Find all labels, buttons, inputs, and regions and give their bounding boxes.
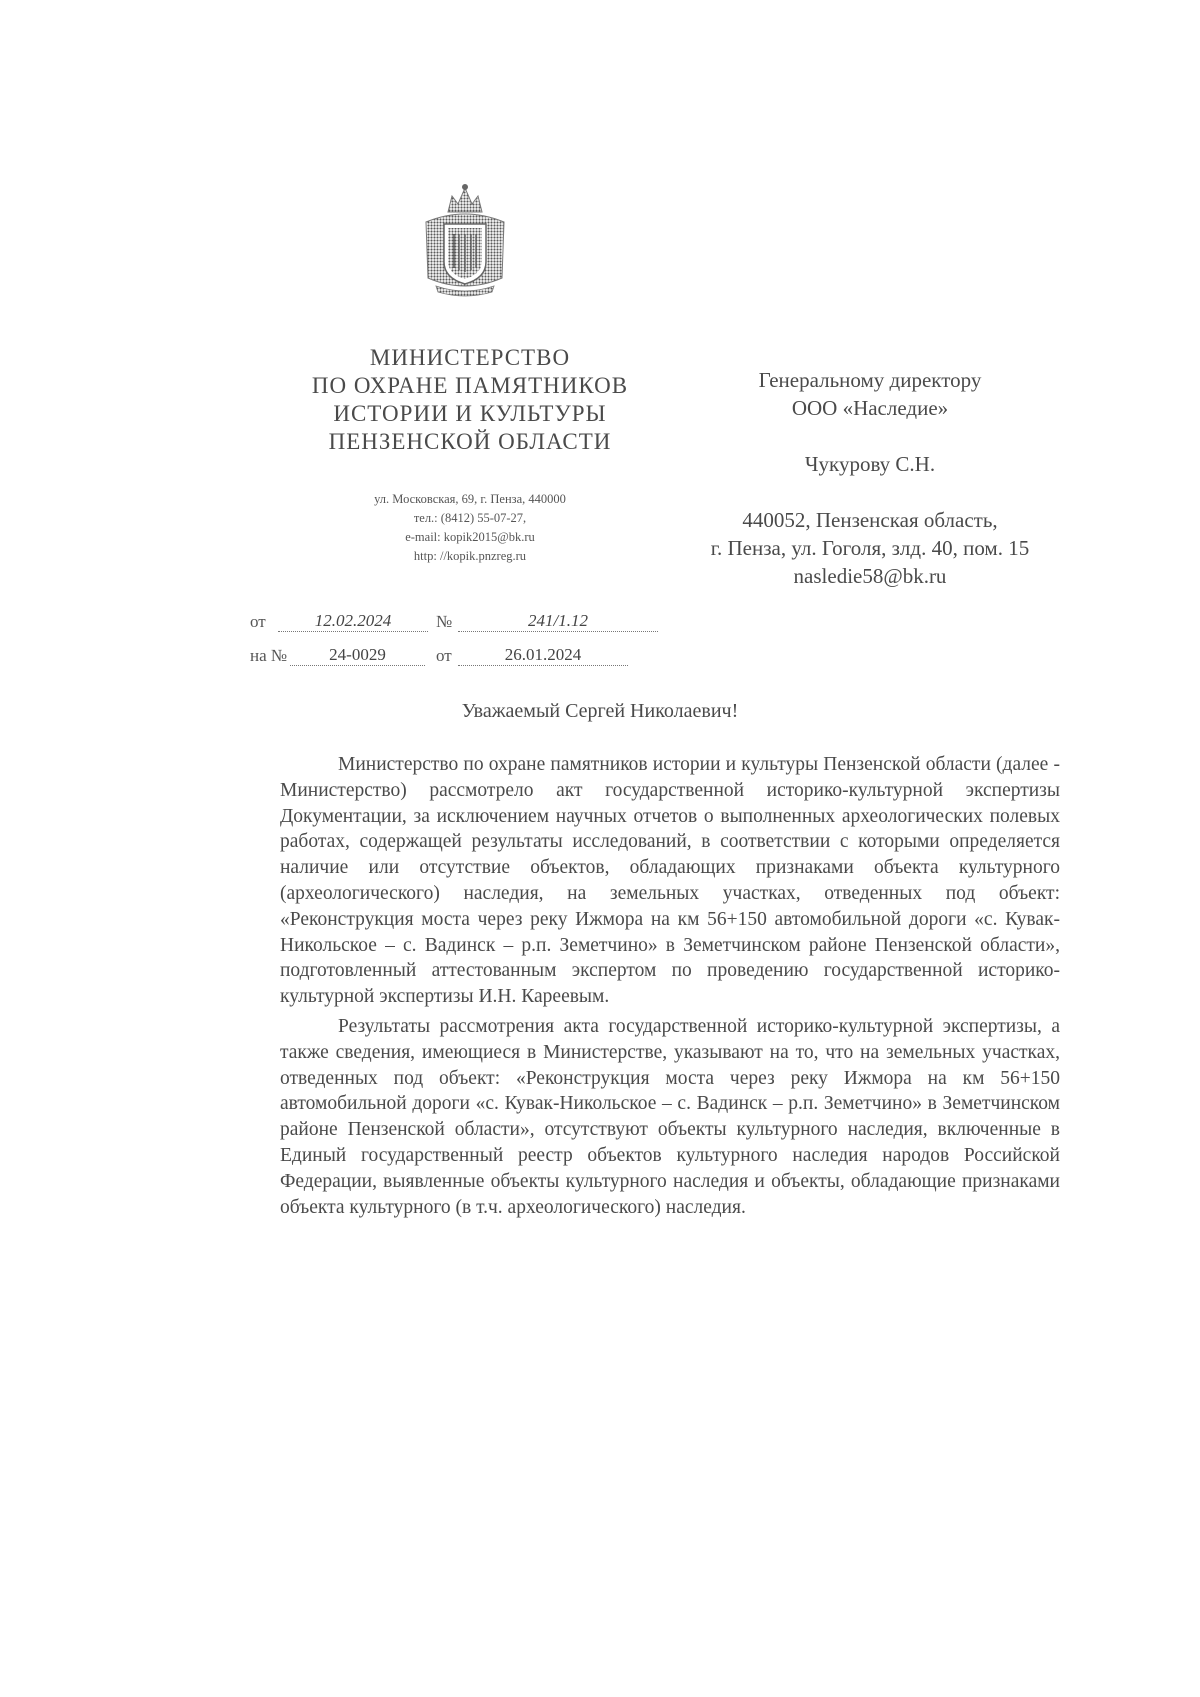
contact-website: http: //kopik.pnzreg.ru <box>413 549 527 563</box>
number-label: № <box>436 612 453 631</box>
addressee-address-line: г. Пенза, ул. Гоголя, злд. 40, пом. 15 <box>710 536 1030 560</box>
reply-label: на № <box>250 646 288 665</box>
incoming-reference <box>250 642 690 668</box>
addressee-block <box>660 366 1080 590</box>
letter-date: 12.02.2024 <box>278 611 428 632</box>
addressee-name: Чукурову С.Н. <box>804 452 936 476</box>
reply-number: 24-0029 <box>290 645 425 666</box>
body-paragraph: Результаты рассмотрения акта государственной историко-культурной экспертизы, а также сведения, имеющиеся в Министерстве, указывают на то, что на земельных участках, отведенных под объект: «Реконструкция моста через реку Ижмора на км 56+150 автомобильной дороги «с. Кувак-Никольское – с. Вадинск – р.п. Земетчино» в Земетчинском районе Пензенской области», отсутствуют объекты культурного наследия, включенные в Единый государственный реестр объектов культурного наследия народов Российской Федерации, выявленные объекты культурного наследия и объекты, обладающие признаками объекта культурного (в т.ч. археологического) наследия. <box>280 1015 1060 1218</box>
addressee-position: Генеральному директору <box>758 368 982 392</box>
contact-phone: тел.: (8412) 55-07-27, <box>413 511 527 525</box>
addressee-company: ООО «Наследие» <box>791 396 949 420</box>
body-paragraph: Министерство по охране памятников истории и культуры Пензенской области (далее - Министерство) рассмотрело акт государственной историко-культурной экспертизы Документации, за исключением научных отчетов о выполненных археологических полевых работах, содержащей результаты исследований, в соответствии с которыми определяется наличие или отсутствие объектов, обладающих признаками объекта культурного (археологического) наследия, на земельных участках, отведенных под объект: «Реконструкция моста через реку Ижмора на км 56+150 автомобильной дороги «с. Кувак-Никольское – с. Вадинск – р.п. Земетчино» в Земетчинском районе Пензенской области», подготовленный аттестованным экспертом по проведению государственной историко-культурной экспертизы И.Н. Кареевым. <box>280 754 1060 1008</box>
ministry-name <box>285 344 655 456</box>
reply-date: 26.01.2024 <box>458 645 628 666</box>
outgoing-reference <box>250 608 690 634</box>
ministry-line: МИНИСТЕРСТВО <box>369 345 571 370</box>
contact-address: ул. Московская, 69, г. Пенза, 440000 <box>374 492 566 506</box>
reply-from-label: от <box>436 646 452 665</box>
ministry-line: ПЕНЗЕНСКОЙ ОБЛАСТИ <box>328 429 612 454</box>
coat-of-arms-icon <box>418 182 512 302</box>
letter-number: 241/1.12 <box>458 611 658 632</box>
ministry-line: ПО ОХРАНЕ ПАМЯТНИКОВ <box>311 373 629 398</box>
letter-body <box>280 752 1060 1224</box>
contact-email: e-mail: kopik2015@bk.ru <box>405 530 535 544</box>
ministry-contacts <box>300 490 640 566</box>
addressee-email: nasledie58@bk.ru <box>793 564 947 588</box>
salutation: Уважаемый Сергей Николаевич! <box>461 700 739 722</box>
ministry-line: ИСТОРИИ И КУЛЬТУРЫ <box>333 401 607 426</box>
from-label: от <box>250 612 266 631</box>
addressee-address-line: 440052, Пензенская область, <box>742 508 998 532</box>
